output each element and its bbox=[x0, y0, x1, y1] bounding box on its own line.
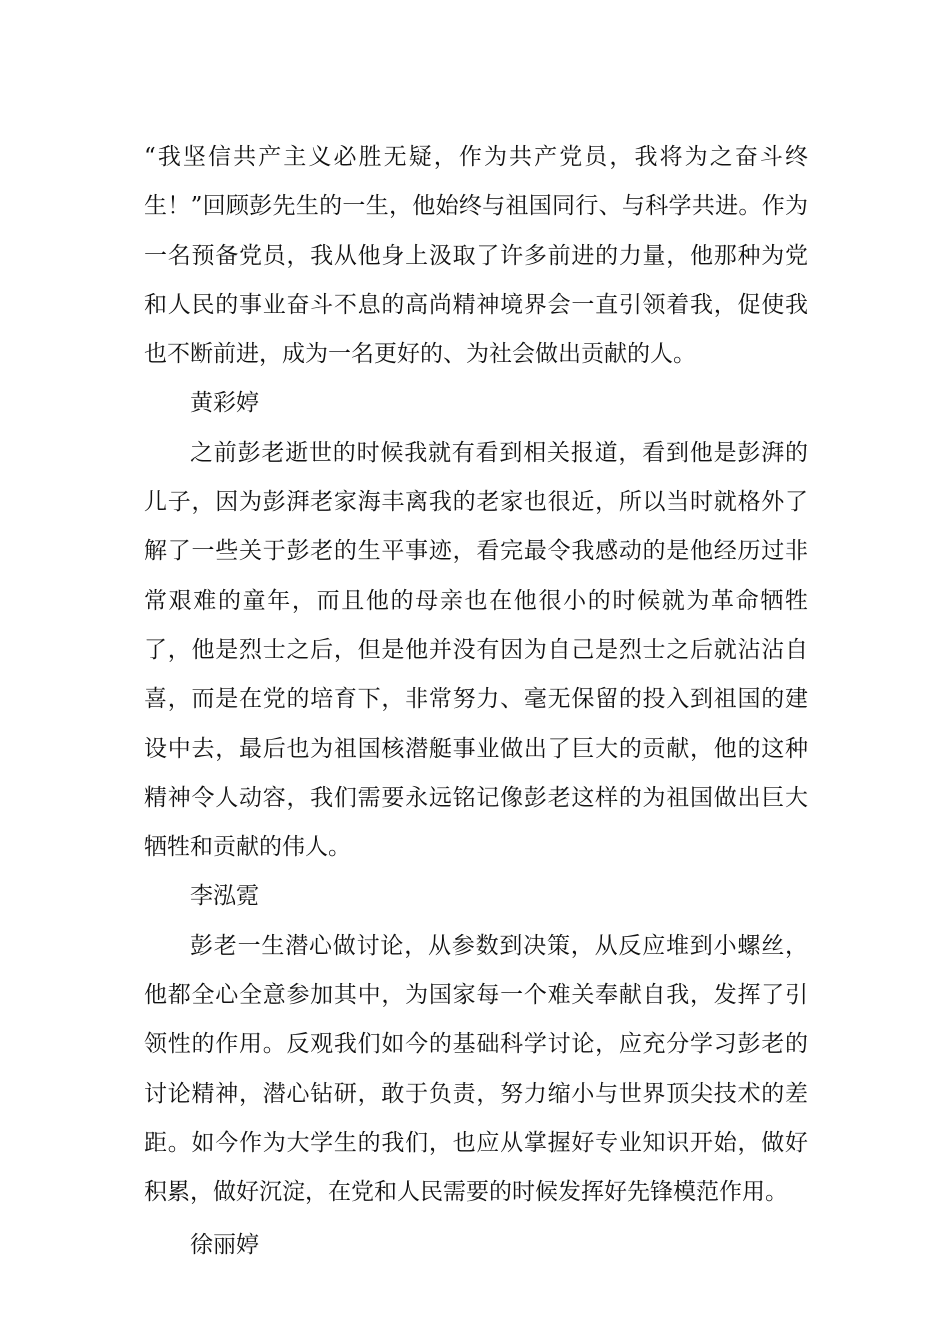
paragraph-huang-caiting: 之前彭老逝世的时候我就有看到相关报道，看到他是彭湃的儿子，因为彭湃老家海丰离我的老家也很近，所以当时就格外了解了一些关于彭老的生平事迹，看完最令我感动的是他经历过非常艰难的童年，而且他的母亲也在他很小的时候就为革命牺牲了，他是烈士之后，但是他并没有因为自己是烈士之后就沾沾自喜，而是在党的培育下，非常努力、毫无保留的投入到祖国的建设中去，最后也为祖国核潜艇事业做出了巨大的贡献，他的这种精神令人动容，我们需要永远铭记像彭老这样的为祖国做出巨大牺牲和贡献的伟人。 bbox=[144, 439, 808, 861]
author-name-huang-caiting: 黄彩婷 bbox=[190, 390, 259, 417]
paragraph-closing-reflection: “我坚信共产主义必胜无疑，作为共产党员，我将为之奋斗终生！”回顾彭先生的一生，他始终与祖国同行、与科学共进。作为一名预备党员，我从他身上汲取了许多前进的力量，他那种为党和人民的事业奋斗不息的高尚精神境界会一直引领着我，促使我也不断前进，成为一名更好的、为社会做出贡献的人。 bbox=[144, 144, 808, 368]
document-body bbox=[144, 133, 808, 1270]
author-name-li-hongni: 李泓霓 bbox=[190, 883, 259, 910]
paragraph-li-hongni: 彭老一生潜心做讨论，从参数到决策，从反应堆到小螺丝，他都全心全意参加其中，为国家每一个难关奉献自我，发挥了引领性的作用。反观我们如今的基础科学讨论，应充分学习彭老的讨论精神，潜心钻研，敢于负责，努力缩小与世界顶尖技术的差距。如今作为大学生的我们，也应从掌握好专业知识开始，做好积累，做好沉淀，在党和人民需要的时候发挥好先锋模范作用。 bbox=[144, 932, 808, 1206]
author-name-xu-liting: 徐丽婷 bbox=[190, 1231, 259, 1258]
